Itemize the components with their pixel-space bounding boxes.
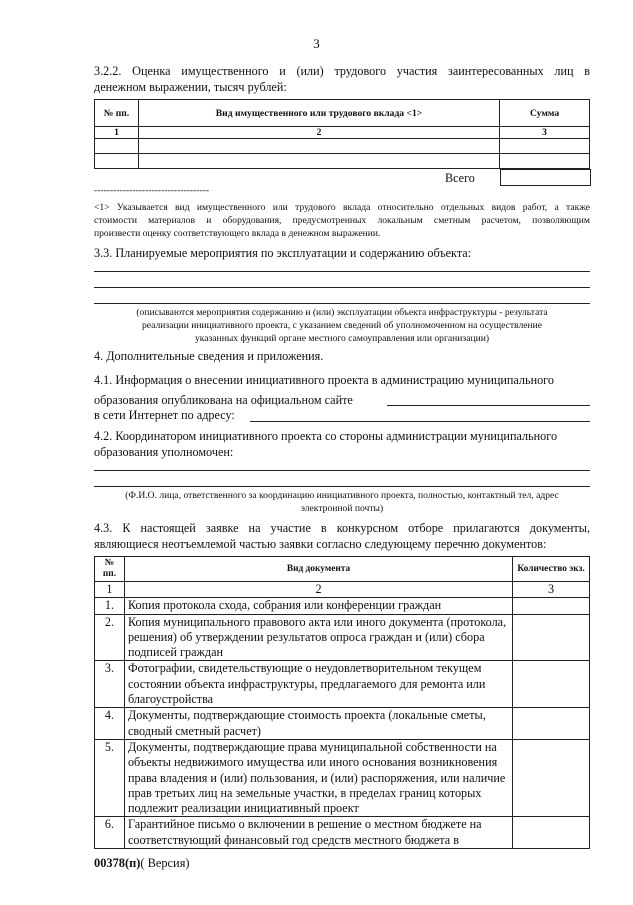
fill-line — [94, 287, 590, 288]
doc-row-text: Фотографии, свидетельствующие о неудовлетворительном текущем состоянии объекта инфраструктуры, предлагаемого для ремонта или благоустройства — [124, 661, 512, 708]
section-3-3-caption-1: (описываются мероприятия содержанию и (или) эксплуатации объекта инфраструктуры - результата — [136, 307, 548, 318]
section-3-3-caption-3: указанных функций органе местного самоуправления или организации) — [194, 333, 490, 344]
footer-version: ( Версия) — [140, 856, 190, 870]
url-fill-line — [250, 421, 590, 422]
table-row — [95, 614, 590, 661]
doc-row-text: Копия муниципального правового акта или иного документа (протокола, решения) об утверждении результатов опроса граждан и (или) сбора подписей граждан — [124, 614, 512, 661]
footer-code-text: 00378(п) — [94, 856, 141, 870]
docs-header-count: Количество экз. — [513, 557, 590, 582]
section-4-1-line2: образования опубликована на официальном сайте — [94, 393, 353, 407]
contribution-table — [94, 99, 590, 169]
footer-code — [94, 856, 190, 871]
contrib-total-cell — [500, 169, 591, 186]
section-3-2-2-line1: 3.2.2. Оценка имущественного и (или) трудового участия заинтересованных лиц в — [94, 64, 590, 78]
table-row — [95, 708, 590, 740]
documents-table — [94, 556, 590, 849]
contrib-cell — [500, 139, 590, 154]
table-row — [95, 817, 590, 849]
contrib-header-kind: Вид имущественного или трудового вклада <1> — [138, 100, 499, 127]
section-3-3-caption-2: реализации инициативного проекта, с указанием сведений об уполномоченном на осуществление — [141, 320, 543, 331]
footnote-line2: стоимости материалов и оборудования, предусмотренных локальным сметным расчетом, позволяющим — [94, 215, 590, 226]
site-fill-line — [387, 405, 590, 406]
doc-row-count — [513, 708, 590, 740]
section-4-2-line2: образования уполномочен: — [94, 445, 234, 459]
doc-row-text: Документы, подтверждающие права муниципальной собственности на объекты недвижимого имущества или иного основания возникновения права владения и (или) пользования, и (или) распоряжения, или наличие прав третьих лиц на земельные участки, в пределах границ которых подлежит реализации инициативный проект — [124, 739, 512, 816]
fill-line — [94, 486, 590, 487]
section-4-3-line2: являющиеся неотъемлемой частью заявки согласно следующему перечню документов: — [94, 537, 547, 551]
docs-header-num: № пп. — [95, 557, 125, 582]
contrib-index-3: 3 — [500, 127, 590, 139]
doc-row-num: 6. — [95, 817, 125, 849]
section-4-2-caption-1: (Ф.И.О. лица, ответственного за координацию инициативного проекта, полностью, контактный тел, адрес — [125, 490, 559, 501]
doc-row-text: Гарантийное письмо о включении в решение о местном бюджете на соответствующий финансовый год средств местного бюджета в — [124, 817, 512, 849]
table-row — [95, 739, 590, 816]
section-4-3-line1: 4.3. К настоящей заявке на участие в конкурсном отборе прилагаются документы, — [94, 521, 590, 535]
doc-row-count — [513, 817, 590, 849]
doc-row-num: 2. — [95, 614, 125, 661]
section-4-2-caption-2: электронной почты) — [300, 503, 384, 514]
table-row — [95, 661, 590, 708]
doc-row-count — [513, 661, 590, 708]
docs-header-kind: Вид документа — [124, 557, 512, 582]
contrib-cell — [95, 139, 139, 154]
footnote-separator: ------------------------------------ — [94, 185, 210, 196]
doc-row-text: Копия протокола схода, собрания или конференции граждан — [124, 598, 512, 614]
contrib-cell — [500, 154, 590, 169]
section-3-2-2-line2: денежном выражении, тысяч рублей: — [94, 80, 287, 94]
table-row — [95, 598, 590, 614]
contrib-index-2: 2 — [138, 127, 499, 139]
contrib-cell — [95, 154, 139, 169]
fill-line — [94, 303, 590, 304]
fill-line — [94, 470, 590, 471]
docs-index-3: 3 — [513, 582, 590, 598]
contrib-header-num: № пп. — [95, 100, 139, 127]
doc-row-count — [513, 598, 590, 614]
contrib-cell — [138, 154, 499, 169]
doc-row-num: 4. — [95, 708, 125, 740]
contrib-total-label: Всего — [445, 171, 475, 185]
fill-line — [94, 271, 590, 272]
doc-row-num: 5. — [95, 739, 125, 816]
footnote-line3: произвести оценку соответствующего вклада в денежном выражении. — [94, 228, 381, 239]
section-4-text: 4. Дополнительные сведения и приложения. — [94, 349, 324, 363]
contrib-cell — [138, 139, 499, 154]
section-4-1-line1: 4.1. Информация о внесении инициативного проекта в администрацию муниципального — [94, 373, 554, 387]
doc-row-num: 3. — [95, 661, 125, 708]
section-4-2-line1: 4.2. Координатором инициативного проекта со стороны администрации муниципального — [94, 429, 558, 443]
doc-row-num: 1. — [95, 598, 125, 614]
doc-row-text: Документы, подтверждающие стоимость проекта (локальные сметы, сводный сметный расчет) — [124, 708, 512, 740]
docs-index-2: 2 — [124, 582, 512, 598]
section-3-3-text: 3.3. Планируемые мероприятия по эксплуатации и содержанию объекта: — [94, 246, 472, 260]
docs-index-1: 1 — [95, 582, 125, 598]
doc-row-count — [513, 739, 590, 816]
footnote-line1: <1> Указывается вид имущественного или трудового вклада относительно отдельных видов работ, а также — [94, 202, 590, 213]
section-4-1-line3: в сети Интернет по адресу: — [94, 408, 235, 422]
contrib-header-sum: Сумма — [500, 100, 590, 127]
doc-row-count — [513, 614, 590, 661]
contrib-index-1: 1 — [95, 127, 139, 139]
page-number: 3 — [313, 36, 320, 51]
